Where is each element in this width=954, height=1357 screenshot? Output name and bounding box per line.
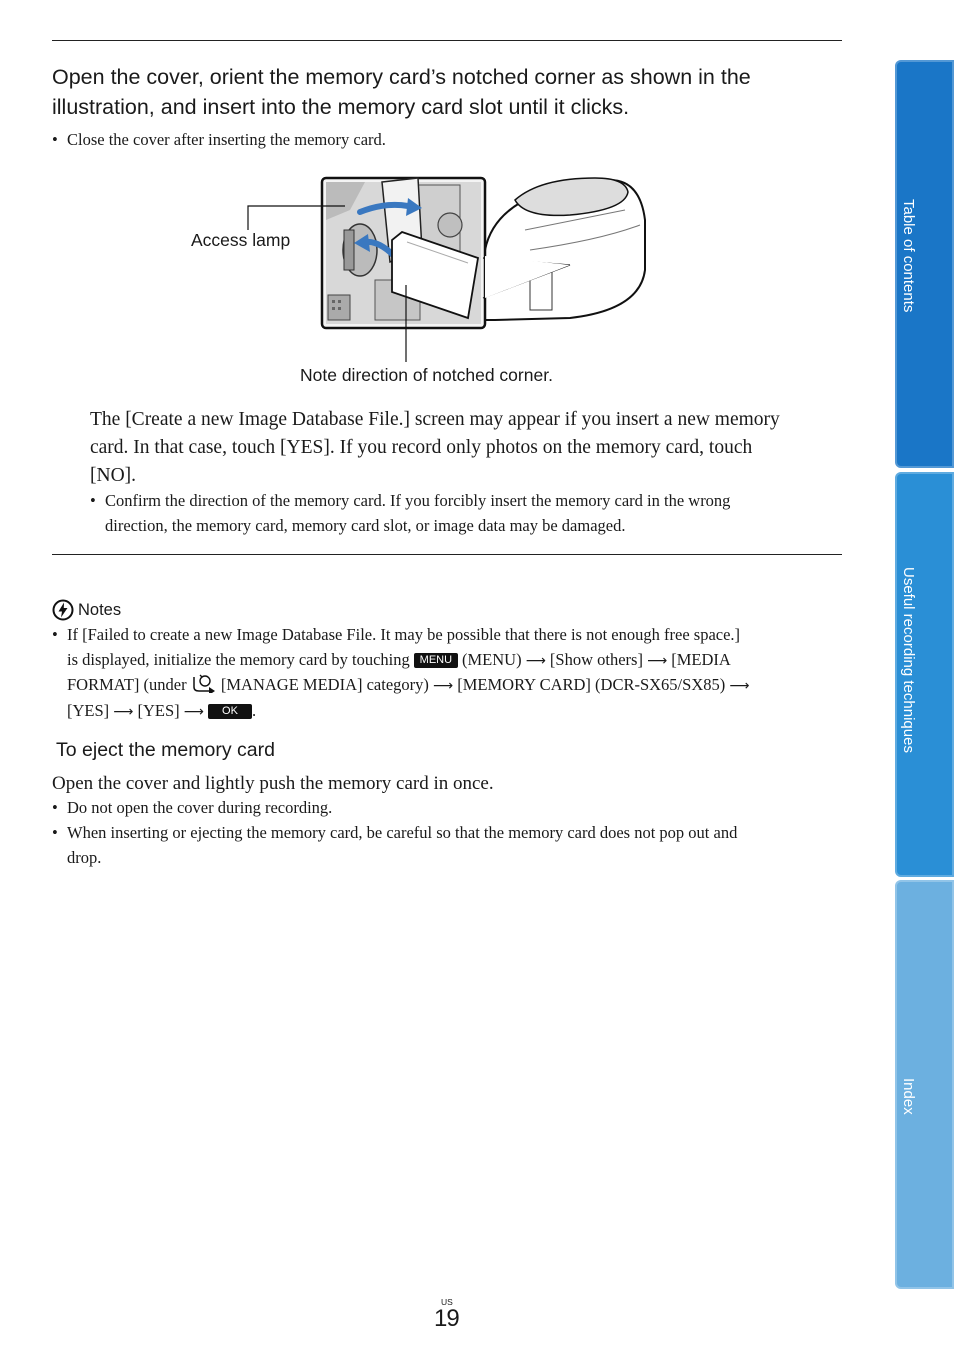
show-others-text: [Show others] [549,649,643,669]
database-note-line2: card. In that case, touch [YES]. If you record only photos on the memory card, touch [90,437,753,458]
failed-note-line2 [52,648,842,674]
eject-heading: To eject the memory card [56,739,275,761]
sidebar-nav [895,0,954,1357]
confirm-direction-line2: direction, the memory card, memory card slot, or image data may be damaged. [105,515,626,535]
tab-table-of-contents-label: Table of contents [900,199,917,313]
step-heading [52,62,812,122]
eject-bullet-1 [52,796,842,821]
eject-bullet-2 [52,821,842,870]
ok-button-icon: OK [208,704,252,719]
eject-bullet-2-line2: drop. [67,847,102,867]
page-region: US [441,1297,453,1307]
tab-index-label: Index [900,1078,917,1115]
step-heading-line1: Open the cover, orient the memory card’s notched corner as shown in the [52,65,751,89]
page-number: 19 [434,1305,459,1332]
bullet-dot: • [52,130,58,149]
tab-useful-recording-techniques[interactable] [895,472,954,877]
menu-button-icon: MENU [414,653,458,668]
tab-useful-recording-techniques-label: Useful recording techniques [900,566,917,753]
top-rule [52,40,842,41]
failed-database-note [52,623,842,724]
memory-card-text: [MEMORY CARD] (DCR-SX65/SX85) [457,675,726,694]
media-text: [MEDIA [671,649,731,669]
step-heading-line2: illustration, and insert into the memory card slot until it clicks. [52,95,630,119]
bullet-dot: • [52,823,58,842]
yes-text: [YES] [67,700,110,720]
arrow-icon: ⟶ [113,703,134,720]
arrow-icon: ⟶ [647,652,668,669]
notes-header [52,598,121,622]
failed-note-text: is displayed, initialize the memory card by touching [67,649,410,669]
arrow-icon: ⟶ [525,652,546,669]
arrow-icon: ⟶ [729,678,750,694]
access-lamp-label: Access lamp [191,230,291,250]
eject-intro: Open the cover and lightly push the memory card in once. [52,773,494,794]
notes-title: Notes [78,600,122,619]
memory-card-insert-illustration [240,170,660,370]
tab-index[interactable] [895,880,954,1289]
section-rule [52,554,842,555]
format-text: FORMAT] (under [67,675,187,694]
notch-direction-label: Note direction of notched corner. [300,365,553,385]
confirm-direction-line1: Confirm the direction of the memory card. If you forcibly insert the memory card in the wrong [105,491,731,510]
close-cover-bullet [52,128,832,153]
arrow-icon: ⟶ [183,703,204,720]
eject-bullet-2-line1: When inserting or ejecting the memory card, be careful so that the memory card does not pop out and [67,823,738,842]
confirm-direction-bullet [90,489,835,538]
menu-text: (MENU) [462,649,522,669]
caution-icon [52,599,74,621]
yes-text: [YES] [137,700,180,720]
close-cover-text: Close the cover after inserting the memory card. [67,130,386,149]
bullet-dot: • [52,625,58,644]
manage-media-icon [191,673,217,693]
eject-bullet-1-text: Do not open the cover during recording. [67,798,333,817]
manage-media-text: [MANAGE MEDIA] category) [220,675,429,694]
bullet-dot: • [90,491,96,510]
failed-note-line1: If [Failed to create a new Image Database File. It may be possible that there is not enough free space.] [67,625,741,644]
failed-note-line3 [52,673,842,699]
database-note [90,406,840,490]
bullet-dot: • [52,798,58,817]
database-note-line1: The [Create a new Image Database File.] screen may appear if you insert a new memory [90,409,780,430]
database-note-line3: [NO]. [90,465,137,486]
tab-table-of-contents[interactable] [895,60,954,468]
failed-note-line4: [YES] ⟶ [YES] ⟶ OK . [67,700,257,720]
arrow-icon: ⟶ [433,678,454,694]
